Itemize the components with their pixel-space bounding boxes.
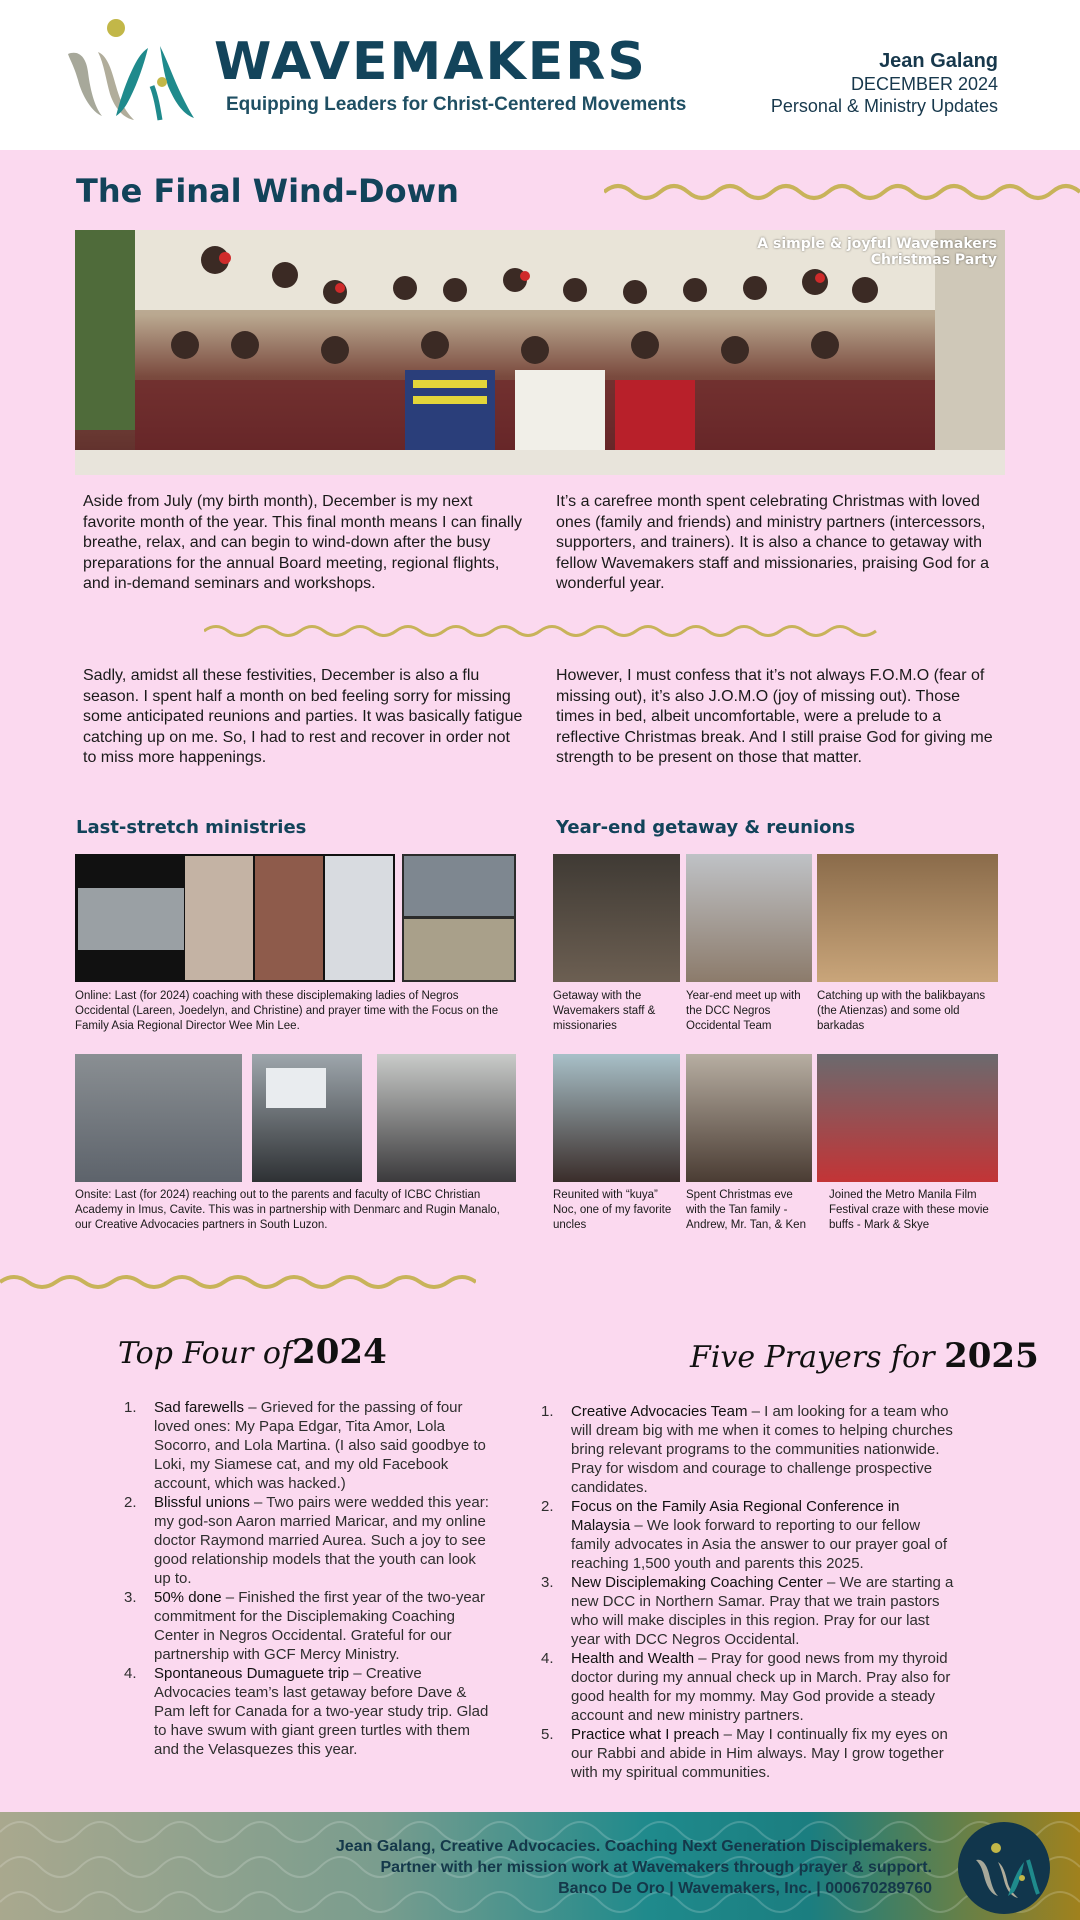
page-title: The Final Wind-Down	[76, 172, 459, 210]
reunion-photo-1	[553, 1054, 680, 1182]
reunion-caption-3: Joined the Metro Manila Film Festival craze with these movie buffs - Mark & Skye	[829, 1189, 989, 1231]
header-meta	[771, 50, 998, 117]
footer-text: Jean Galang, Creative Advocacies. Coaching Next Generation Disciplemakers. Partner with her mission work at Wavemakers through prayer & support. Banco De Oro | Wavemakers, Inc. | 000670289760	[335, 1838, 932, 1897]
top-four-heading: Top Four of2024	[118, 1332, 387, 1372]
top-four-list	[124, 1398, 494, 1759]
reunion-caption-2: Spent Christmas eve with the Tan family - Andrew, Mr. Tan, & Ken	[686, 1189, 806, 1231]
reunion-caption-1: Reunited with “kuya” Noc, one of my favorite uncles	[553, 1189, 672, 1231]
icbc-group-photo	[75, 1054, 242, 1182]
intro-paragraph-left: Aside from July (my birth month), December is my next favorite month of the year. This final month means I can finally breathe, relax, and can begin to wind-down after the busy preparations for the annual Board meeting, regional flights, and in-demand seminars and workshops.	[83, 493, 523, 592]
seminar-photo	[252, 1054, 362, 1182]
onsite-caption: Onsite: Last (for 2024) reaching out to the parents and faculty of ICBC Christian Academy in Imus, Cavite. This was in partnership with Denmarc and Rugin Manalo, our Creative Advocacies partners in South Luzon.	[75, 1189, 500, 1231]
list-item: 5. Practice what I preach – May I continually fix my eyes on our Rabbi and abide in Him always. May I grow together with my spiritual communities.	[541, 1726, 948, 1781]
list-item: 1. Creative Advocacies Team – I am looking for a team who will dream big with me when it comes to helping churches bring relevant programs to the communities nationwide. Pray for wisdom and courage to challenge prospective candidates.	[541, 1403, 953, 1496]
author-name: Jean Galang	[879, 50, 998, 72]
brand-tagline: Equipping Leaders for Christ-Centered Movements	[226, 94, 687, 115]
list-item: 4. Health and Wealth – Pray for good news from my thyroid doctor during my annual check up in March. Pray also for good health for my mommy. May God provide a steady account and new ministry partners.	[541, 1650, 951, 1724]
hero-caption: A simple & joyful Wavemakers Christmas Party	[757, 236, 997, 268]
page-header	[0, 0, 1080, 150]
list-item: 1. Sad farewells – Grieved for the passing of four loved ones: My Papa Edgar, Tita Amor, Lola Socorro, and Lola Martina. (I also said goodbye to Loki, my Siamese cat, and my old Facebook account, which was hacked.)	[124, 1399, 486, 1492]
jomo-paragraph-right: However, I must confess that it’s not always F.O.M.O (fear of missing out), it’s also J.O.M.O (joy of missing out). Those times in bed, albeit uncomfortable, were a prelude to a reflective Christmas break. And I still praise God for giving me strength to be present on those that matter.	[556, 667, 993, 766]
getaway-photo-2	[686, 854, 812, 982]
list-item: 3. 50% done – Finished the first year of the two-year commitment for the Disciplemaking Coaching Center in Negros Occidental. Grateful for our partnership with GCF Mercy Ministry.	[124, 1589, 486, 1663]
getaway-photo-1	[553, 854, 680, 982]
reunion-photo-2	[686, 1054, 812, 1182]
christmas-party-photo	[75, 230, 1005, 475]
getaway-heading: Year-end getaway & reunions	[556, 817, 856, 838]
online-coaching-photo	[75, 854, 395, 982]
brand-name: WAVEMAKERS	[214, 32, 647, 92]
five-prayers-list	[541, 1402, 961, 1782]
page-footer	[0, 1812, 1080, 1920]
intro-paragraph-right: It’s a carefree month spent celebrating Christmas with loved ones (family and friends) and ministry partners (intercessors, supporters, and trainers). It is also a chance to getaway with fellow Wavemakers staff and missionaries, praising God for a wonderful year.	[556, 493, 990, 592]
brand-block	[214, 32, 687, 116]
selfie-photo	[377, 1054, 516, 1182]
getaway-photo-3	[817, 854, 998, 982]
getaway-caption-1: Getaway with the Wavemakers staff & missionaries	[553, 990, 656, 1032]
flu-paragraph-left: Sadly, amidst all these festivities, December is also a flu season. I spent half a month on bed feeling sorry for missing some anticipated reunions and parties. It was basically fatigue catching up on me. So, I had to rest and recover in order not to miss more happenings.	[83, 667, 523, 766]
online-caption: Online: Last (for 2024) coaching with these disciplemaking ladies of Negros Occidental (Lareen, Joedelyn, and Christine) and prayer time with the Focus on the Family Asia Regional Director Wee Min Lee.	[75, 990, 499, 1032]
list-item: 4. Spontaneous Dumaguete trip – Creative Advocacies team’s last getaway before Dave & Pam left for Canada for a two-year study trip. Glad to have swum with giant green turtles with them and the Velasquezes this year.	[124, 1665, 489, 1758]
getaway-caption-3: Catching up with the balikbayans (the Atienzas) and some old barkadas	[817, 990, 986, 1032]
title-wave-decoration	[604, 180, 1080, 204]
list-item: 2. Blissful unions – Two pairs were wedded this year: my god-son Aaron married Maricar, and my online doctor Raymond married Aurea. Such a joy to see good relationship models that the youth can look up to.	[124, 1494, 489, 1587]
mid-wave-decoration	[204, 622, 878, 640]
wavemakers-footer-logo-icon	[958, 1822, 1050, 1914]
prayer-call-photo	[402, 854, 516, 982]
wavemakers-logo-icon	[64, 16, 194, 128]
reunion-photo-3	[817, 1054, 998, 1182]
issue-date: DECEMBER 2024	[850, 74, 998, 94]
list-item: 3. New Disciplemaking Coaching Center – We are starting a new DCC in Northern Samar. Pray that we train pastors who will make disciples in this region. Pray for our last year with DCC Negros Occidental.	[541, 1574, 954, 1648]
getaway-caption-2: Year-end meet up with the DCC Negros Occidental Team	[686, 990, 801, 1032]
list-item: 2. Focus on the Family Asia Regional Conference in Malaysia – We look forward to reporting to our fellow family advocates in Asia the answer to our prayer goal of reaching 1,500 youth and parents this 2025.	[541, 1498, 948, 1572]
five-prayers-heading: Five Prayers for 2025	[690, 1336, 1039, 1376]
ministries-heading: Last-stretch ministries	[76, 817, 307, 838]
issue-subtitle: Personal & Ministry Updates	[770, 96, 998, 116]
lower-wave-decoration	[0, 1272, 476, 1292]
